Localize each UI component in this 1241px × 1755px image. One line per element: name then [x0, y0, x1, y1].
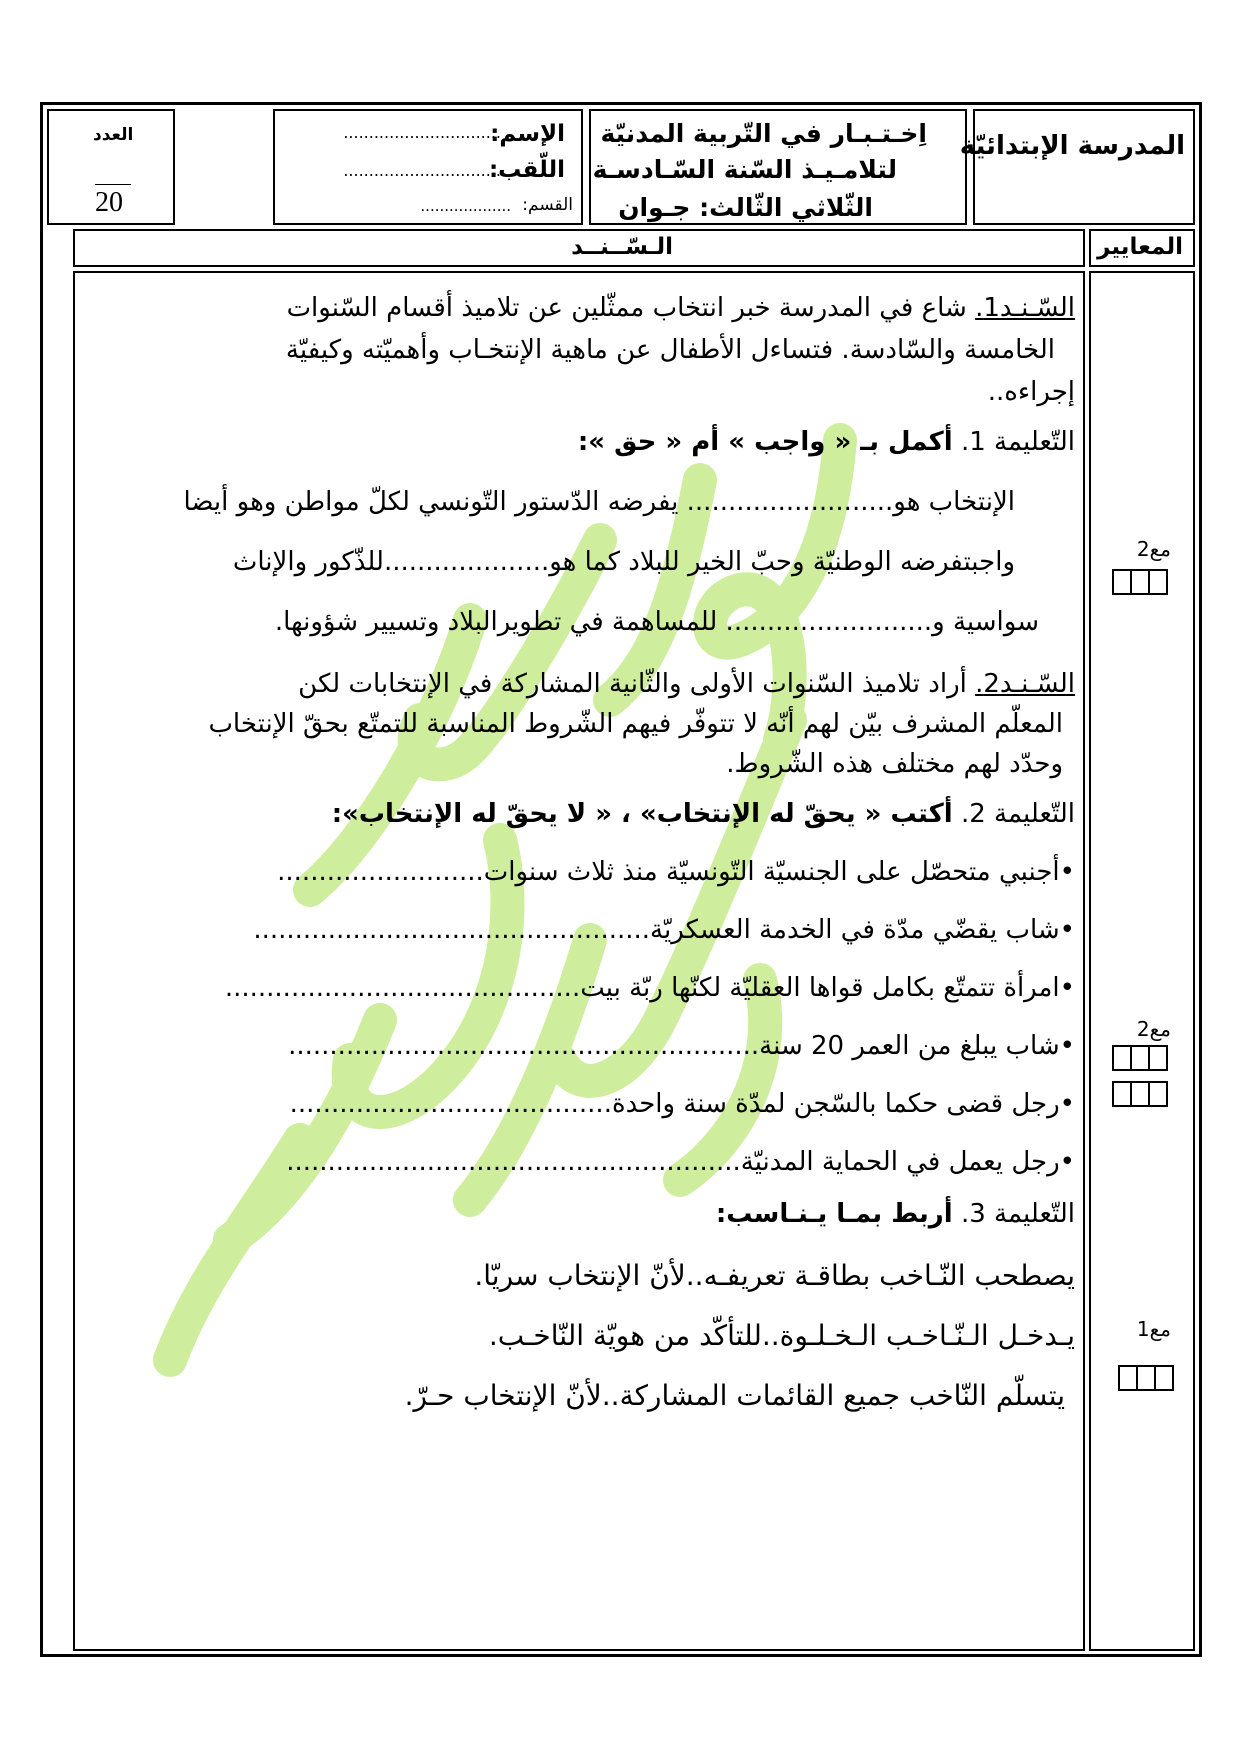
score-box-1[interactable]: [1112, 569, 1168, 595]
score-label: العدد: [93, 125, 134, 145]
score-box-2b[interactable]: [1112, 1081, 1168, 1107]
eligibility-item-1[interactable]: •أجنبي متحصّل على الجنسيّة التّونسيّة منذ ثلاث سنوات.........................: [277, 857, 1075, 887]
eligibility-item-5[interactable]: •رجل قضى حكما بالسّجن لمدّة سنة واحدة.......................................: [289, 1089, 1075, 1119]
school-cell: [959, 109, 1195, 225]
instruction3-text: أربط بمـا يـنـاسب:: [715, 1199, 953, 1229]
class-dots[interactable]: ...................: [420, 197, 511, 215]
score-box-2a[interactable]: [1112, 1045, 1168, 1071]
fill-line-2[interactable]: واجبتفرضه الوطنيّة وحبّ الخير للبلاد كما هو....................للذّكور والإناث: [232, 547, 1015, 577]
sanad2-label: السّـنـد2.: [975, 669, 1075, 699]
surname-label: اللّقب:: [488, 157, 565, 183]
exam-page-frame: [40, 102, 1202, 1657]
fill-line-3[interactable]: سواسية و......................... للمساهمة في تطويرالبلاد وتسيير شؤونها.: [274, 607, 1039, 637]
support-header: [73, 229, 1085, 267]
exam-title-cell: [589, 109, 967, 225]
eligibility-item-2[interactable]: •شاب يقضّي مدّة في الخدمة العسكريّة................................................: [253, 915, 1075, 945]
eligibility-item-3[interactable]: •امرأة تتمتّع بكامل قواها العقليّة لكنّها ربّة بيت...........................................: [224, 973, 1075, 1003]
sanad1-line2: الخامسة والسّادسة. فتساءل الأطفال عن ماهية الإنتخـاب وأهميّته وكيفيّة: [285, 335, 1055, 365]
score-cell: [47, 109, 175, 225]
sanad2-line2: المعلّم المشرف بيّن لهم أنّه لا تتوفّر فيهم الشّروط المناسبة للتمتّع بحقّ الإنتخاب: [208, 709, 1063, 739]
instruction2: [332, 799, 1075, 829]
instruction2-label: التّعليمة 2.: [960, 799, 1075, 829]
instruction2-text: أكتب « يحقّ له الإنتخاب» ، « لا يحقّ له الإنتخاب»:: [331, 799, 953, 829]
score-fraction-line: [95, 184, 131, 185]
match-item-3[interactable]: يتسلّم النّاخب جميع القائمات المشاركة..لأنّ الإنتخاب حـرّ.: [404, 1379, 1065, 1412]
criteria-label: المعايير: [1097, 234, 1183, 260]
name-label: الإسم:: [490, 121, 565, 147]
instruction1-text: أكمل بـ « واجب » أم « حق »:: [577, 427, 953, 457]
eligibility-item-4[interactable]: •شاب يبلغ من العمر 20 سنة.........................................................: [288, 1031, 1075, 1061]
exam-class: لتلامـيـذ السّنة السّـادسـة: [592, 155, 897, 184]
surname-dots[interactable]: ...............................: [343, 161, 501, 180]
instruction3: [716, 1199, 1075, 1229]
support-column: [73, 271, 1085, 1651]
score-total: 20: [95, 187, 123, 218]
criterion-2: مع2: [1136, 1017, 1171, 1041]
criterion-1: مع2: [1136, 537, 1171, 561]
criteria-header: [1089, 229, 1195, 267]
class-label: القسم:: [522, 195, 573, 215]
sanad1-line3: إجراءه..: [987, 377, 1075, 407]
fill-line-1[interactable]: الإنتخاب هو......................... يفرضه الدّستور التّونسي لكلّ مواطن وهو أيضا: [183, 487, 1015, 517]
match-item-1[interactable]: يصطحب النّـاخب بطاقـة تعريفـه..لأنّ الإنتخاب سريّا.: [474, 1259, 1075, 1292]
score-box-3[interactable]: [1118, 1365, 1174, 1391]
sanad2-line1: السّـنـد2. أراد تلاميذ السّنوات الأولى والثّانية المشاركة في الإنتخابات لكن: [298, 669, 1075, 699]
student-info-cell: [273, 109, 583, 225]
support-label: الـسّــنــد: [571, 234, 673, 260]
sanad1-line1: السّـنـد1. شاع في المدرسة خبر انتخاب ممثّلين عن تلاميذ أقسام السّنوات: [286, 293, 1075, 323]
school-name: المدرسة الإبتدائيّة: [959, 131, 1185, 161]
eligibility-item-6[interactable]: •رجل يعمل في الحماية المدنيّة.......................................................: [286, 1147, 1075, 1177]
criteria-column: [1089, 271, 1195, 1651]
instruction3-label: التّعليمة 3.: [960, 1199, 1075, 1229]
criterion-3: مع1: [1136, 1317, 1171, 1341]
match-item-2[interactable]: يـدخـل الـنّـاخـب الـخـلـوة..للتأكّد من هويّة النّاخـب.: [488, 1319, 1075, 1352]
name-dots[interactable]: ...............................: [343, 123, 501, 142]
sanad1-label: السّـنـد1.: [975, 293, 1075, 323]
exam-term: الثّلاثي الثّالث: جـوان: [618, 193, 873, 222]
sanad2-line3: وحدّد لهم مختلف هذه الشّروط.: [726, 749, 1063, 779]
support-content: [85, 273, 1075, 1643]
exam-title: اِخـتـبـار في التّربية المدنيّة: [600, 119, 927, 148]
instruction1-label: التّعليمة 1.: [960, 427, 1075, 457]
instruction1: [578, 427, 1075, 457]
